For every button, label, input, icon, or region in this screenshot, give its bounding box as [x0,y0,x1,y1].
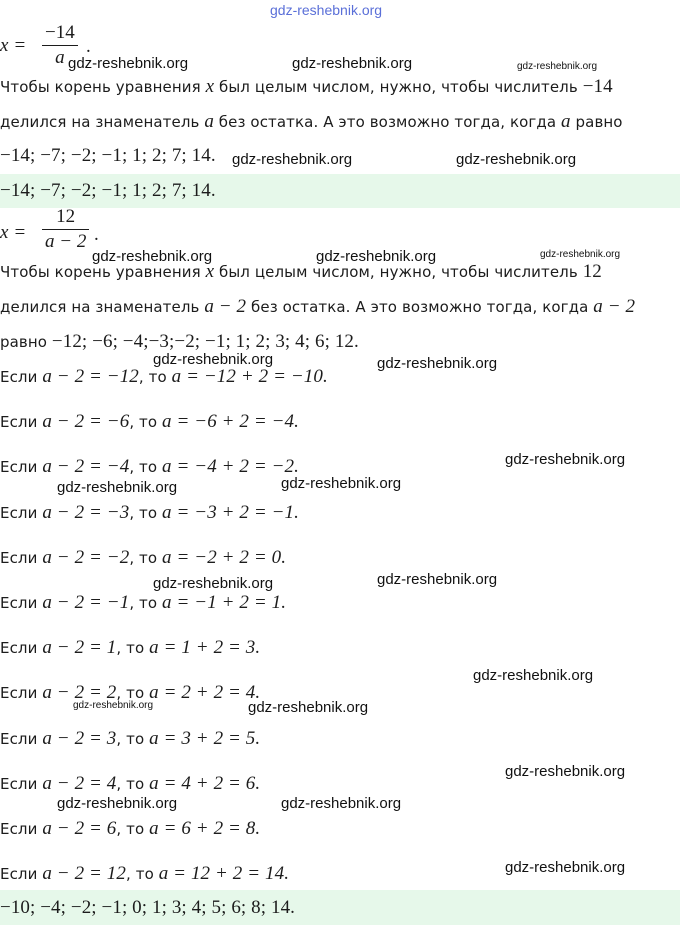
case-line [0,547,286,569]
block1-answer: −14; −7; −2; −1; 1; 2; 7; 14. [0,180,216,201]
header-watermark: gdz-reshebnik.org [270,2,383,18]
watermark: gdz-reshebnik.org [377,571,498,588]
case-cond: a − 2 = 6 [42,818,117,839]
case-then: , то [116,775,150,793]
case-if: Если [0,639,43,657]
watermark: gdz-reshebnik.org [505,451,626,468]
case-if: Если [0,730,43,748]
watermark: gdz-reshebnik.org [292,55,413,72]
case-then: , то [129,504,163,522]
watermark: gdz-reshebnik.org [153,351,274,368]
case-res: a = −3 + 2 = −1. [162,502,300,523]
block2-paragraph-line3: равно −12; −6; −4;−3;−2; −1; 1; 2; 3; 4; 6; 12. [0,331,359,352]
case-res: a = 6 + 2 = 8. [149,818,261,839]
watermark: gdz-reshebnik.org [232,151,353,168]
case-if: Если [0,504,43,522]
fraction-bar [42,229,89,230]
case-res: a = 3 + 2 = 5. [149,728,261,749]
watermark: gdz-reshebnik.org [505,859,626,876]
case-if: Если [0,594,43,612]
case-if: Если [0,458,43,476]
case-cond: a − 2 = −1 [42,592,130,613]
case-res: a = −12 + 2 = −10. [171,366,328,387]
watermark: gdz-reshebnik.org [57,479,178,496]
case-if: Если [0,684,43,702]
case-line [0,818,260,840]
watermark: gdz-reshebnik.org [57,795,178,812]
case-res: a = 1 + 2 = 3. [149,637,261,658]
case-res: a = 12 + 2 = 14. [158,863,290,884]
case-then: , то [138,368,172,386]
equation-1-lhs: x = [0,35,27,56]
case-cond: a − 2 = 1 [42,637,117,658]
case-line [0,502,299,524]
case-cond: a − 2 = −6 [42,411,130,432]
case-then: , то [129,594,163,612]
case-then: , то [129,458,163,476]
case-then: , то [126,865,159,883]
equation-2-dot: . [94,224,99,245]
case-if: Если [0,820,43,838]
block2-answer: −10; −4; −2; −1; 0; 1; 3; 4; 5; 6; 8; 14. [0,897,296,918]
fraction-numerator: −14 [45,22,75,43]
case-res: a = −2 + 2 = 0. [162,547,287,568]
case-cond: a − 2 = 12 [42,863,126,884]
case-line [0,592,286,614]
case-res: a = −6 + 2 = −4. [162,411,300,432]
case-if: Если [0,775,43,793]
block1-values-line: −14; −7; −2; −1; 1; 2; 7; 14. [0,145,216,166]
case-res: a = 4 + 2 = 6. [149,773,261,794]
watermark: gdz-reshebnik.org [92,248,213,265]
equation-2-fraction [42,206,89,253]
watermark: gdz-reshebnik.org [505,763,626,780]
equation-2-lhs: x = [0,222,27,243]
watermark: gdz-reshebnik.org [456,151,577,168]
watermark: gdz-reshebnik.org [517,61,598,72]
case-line [0,456,299,478]
watermark: gdz-reshebnik.org [473,667,594,684]
fraction-denominator: a − 2 [45,231,87,252]
block2-paragraph-line1: Чтобы корень уравнения x был целым числом, нужно, чтобы числитель 12 [0,261,602,282]
block2-paragraph-line2: делился на знаменатель a − 2 без остатка. А это возможно тогда, когда a − 2 [0,296,636,317]
case-res: a = −1 + 2 = 1. [162,592,287,613]
watermark: gdz-reshebnik.org [248,699,369,716]
fraction-numerator: 12 [56,206,76,227]
case-line [0,728,260,750]
case-line [0,773,260,795]
fraction-denominator: a [55,47,65,68]
case-cond: a − 2 = 4 [42,773,117,794]
case-then: , то [116,639,150,657]
block1-paragraph-line1: Чтобы корень уравнения x был целым числом, нужно, чтобы числитель −14 [0,76,613,97]
case-line [0,637,260,659]
case-cond: a − 2 = 3 [42,728,117,749]
case-if: Если [0,368,43,386]
watermark: gdz-reshebnik.org [281,475,402,492]
watermark: gdz-reshebnik.org [281,795,402,812]
case-line [0,863,289,885]
case-then: , то [116,730,150,748]
case-cond: a − 2 = −2 [42,547,130,568]
block1-paragraph-line2: делился на знаменатель a без остатка. А это возможно тогда, когда a равно [0,111,623,132]
watermark: gdz-reshebnik.org [68,55,189,72]
watermark: gdz-reshebnik.org [73,700,154,711]
case-then: , то [129,413,163,431]
equation-1-dot: . [86,36,91,57]
case-cond: a − 2 = −3 [42,502,130,523]
case-cond: a − 2 = −4 [42,456,130,477]
block1-answer-box [0,174,680,208]
watermark: gdz-reshebnik.org [377,355,498,372]
case-if: Если [0,549,43,567]
case-then: , то [116,820,150,838]
case-then: , то [116,684,150,702]
case-cond: a − 2 = 2 [42,682,117,703]
fraction-bar [42,45,78,46]
case-cond: a − 2 = −12 [42,366,139,387]
case-if: Если [0,865,43,883]
case-line [0,366,328,388]
case-res: a = −4 + 2 = −2. [162,456,300,477]
case-then: , то [129,549,163,567]
case-if: Если [0,413,43,431]
watermark: gdz-reshebnik.org [153,575,274,592]
case-res: a = 2 + 2 = 4. [149,682,261,703]
block2-answer-box [0,890,680,925]
watermark: gdz-reshebnik.org [316,248,437,265]
case-line [0,411,299,433]
watermark: gdz-reshebnik.org [540,249,621,260]
